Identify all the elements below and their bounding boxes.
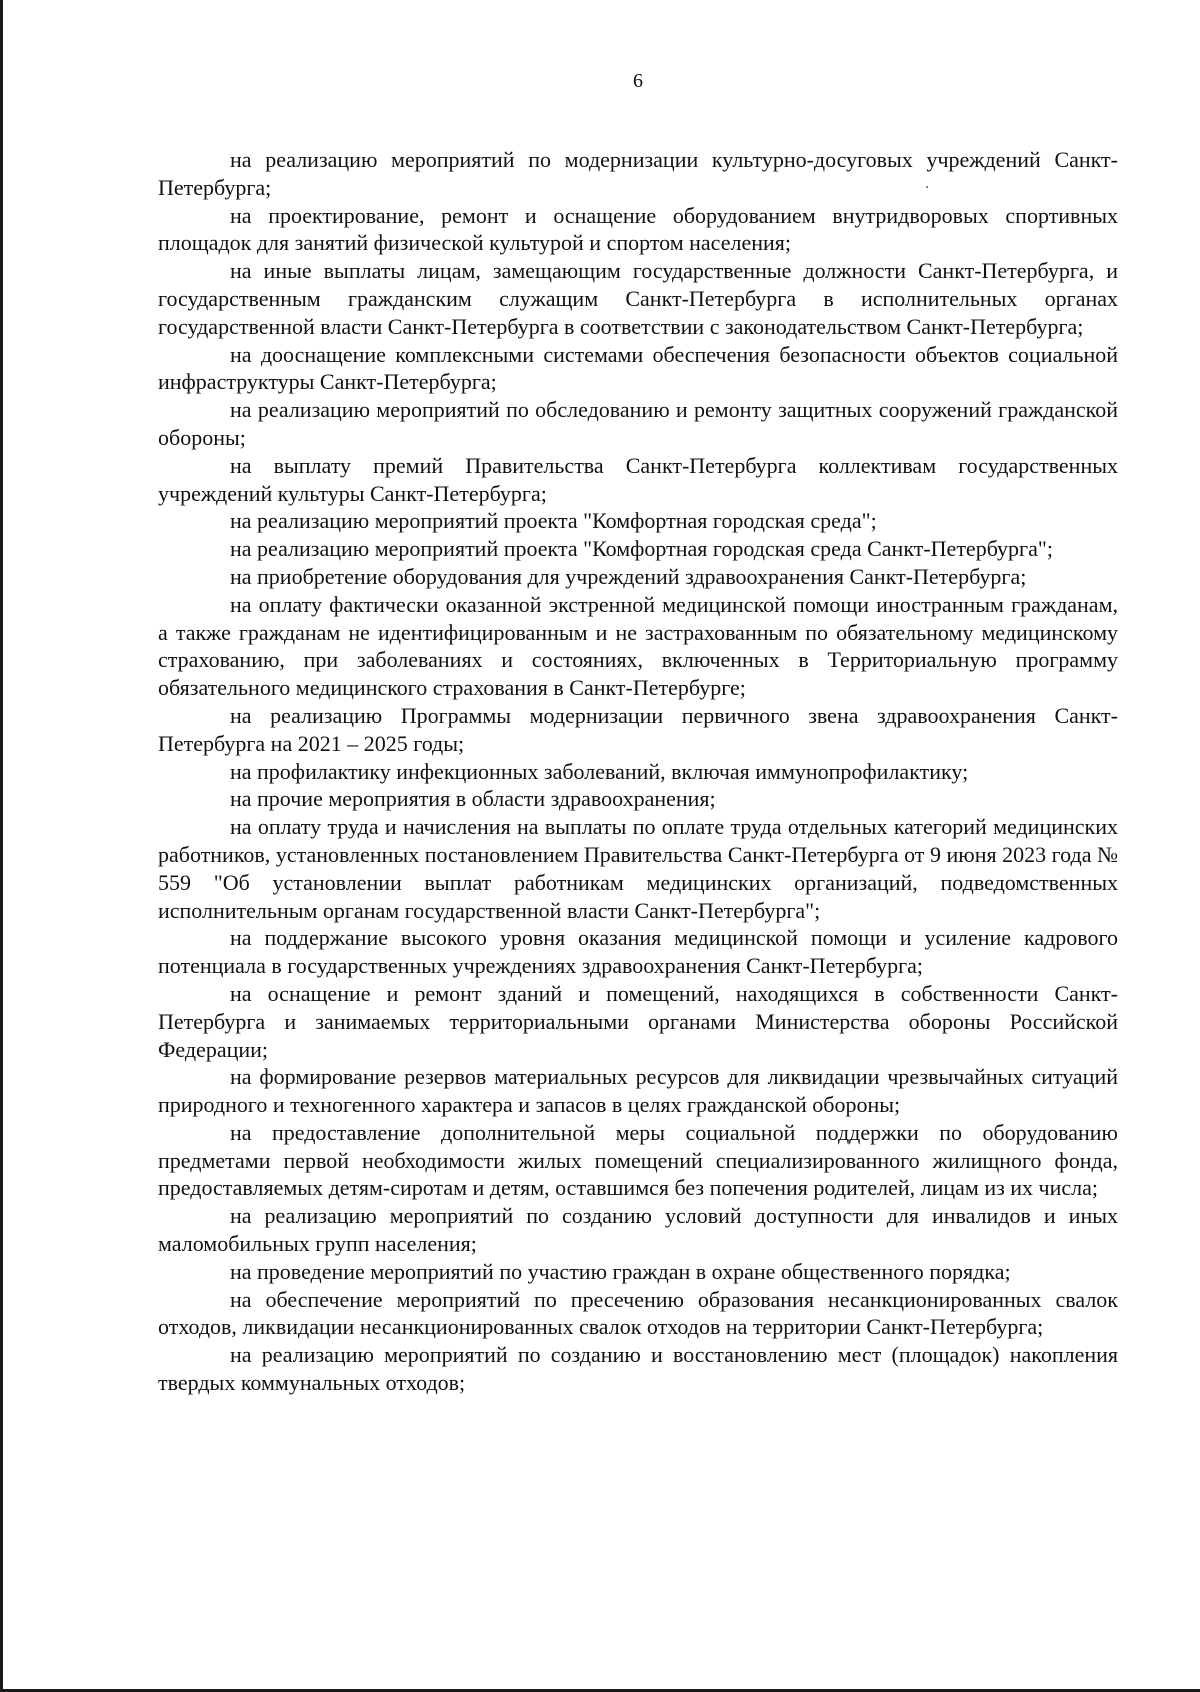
- paragraph: на реализацию мероприятий по созданию условий доступности для инвалидов и иных маломобильных групп населения;: [158, 1203, 1118, 1257]
- paragraph: на реализацию Программы модернизации первичного звена здравоохранения Санкт-Петербурга на 2021 – 2025 годы;: [158, 702, 1118, 756]
- paragraph: на поддержание высокого уровня оказания медицинской помощи и усиление кадрового потенциала в государственных учреждениях здравоохранения Санкт-Петербурга;: [158, 925, 1118, 979]
- paragraph: на реализацию мероприятий по обследованию и ремонту защитных сооружений гражданской обороны;: [158, 397, 1118, 450]
- paragraph: на выплату премий Правительства Санкт-Петербурга коллективам государственных учреждений культуры Санкт-Петербурга;: [158, 452, 1118, 506]
- paragraph: на реализацию мероприятий проекта "Комфортная городская среда Санкт-Петербурга";: [230, 536, 1053, 562]
- paragraph: на формирование резервов материальных ресурсов для ликвидации чрезвычайных ситуаций природного и техногенного характера и запасов в целях гражданской обороны;: [158, 1064, 1118, 1118]
- paragraph: на проектирование, ремонт и оснащение оборудованием внутридворовых спортивных площадок для занятий физической культурой и спортом населения;: [158, 202, 1118, 256]
- paragraph: на оплату фактически оказанной экстренной медицинской помощи иностранным гражданам, а также гражданам не идентифицированным и не застрахованным по обязательному медицинскому страхованию, при заболеваниях и состояниях, включенных в Территориальную программу обязательного медицинского страхования в Санкт-Петербурге;: [158, 591, 1118, 701]
- paragraph: на предоставление дополнительной меры социальной поддержки по оборудованию предметами первой необходимости жилых помещений специализированного жилищного фонда, предоставляемых детям-сиротам и детям, оставшимся без попечения родителей, лицам из их числа;: [158, 1119, 1118, 1201]
- paragraph: на дооснащение комплексными системами обеспечения безопасности объектов социальной инфраструктуры Санкт-Петербурга;: [158, 341, 1118, 395]
- paragraph: на реализацию мероприятий проекта "Комфортная городская среда";: [230, 508, 877, 534]
- paragraph: на прочие мероприятия в области здравоохранения;: [230, 786, 716, 812]
- page-number: 6: [633, 70, 643, 92]
- scan-left-border: [0, 0, 3, 1692]
- paragraph: на реализацию мероприятий по созданию и восстановлению мест (площадок) накопления твердых коммунальных отходов;: [158, 1342, 1118, 1396]
- paragraph: на обеспечение мероприятий по пресечению образования несанкционированных свалок отходов, ликвидации несанкционированных свалок отходов на территории Санкт-Петербурга;: [158, 1286, 1118, 1340]
- paragraph: на проведение мероприятий по участию граждан в охране общественного порядка;: [230, 1258, 1011, 1284]
- paragraph: на оснащение и ремонт зданий и помещений, находящихся в собственности Санкт-Петербурга и занимаемых территориальными органами Министерства обороны Российской Федерации;: [158, 980, 1118, 1062]
- paragraph: на профилактику инфекционных заболеваний, включая иммунопрофилактику;: [230, 758, 969, 784]
- document-body: [158, 146, 1118, 1397]
- paragraph: на реализацию мероприятий по модернизации культурно-досуговых учреждений Санкт-Петербурга;: [158, 147, 1118, 200]
- paragraph: на приобретение оборудования для учреждений здравоохранения Санкт-Петербурга;: [230, 563, 1027, 589]
- paragraph: на оплату труда и начисления на выплаты по оплате труда отдельных категорий медицинских работников, установленных постановлением Правительства Санкт-Петербурга от 9 июня 2023 года № 559 "Об установлении выплат работникам медицинских организаций, подведомственных исполнительным органам государственной власти Санкт-Петербурга";: [158, 814, 1118, 923]
- paragraph: на иные выплаты лицам, замещающим государственные должности Санкт-Петербурга, и государственным гражданским служащим Санкт-Петербурга в исполнительных органах государственной власти Санкт-Петербурга в соответствии с законодательством Санкт-Петербурга;: [158, 258, 1118, 339]
